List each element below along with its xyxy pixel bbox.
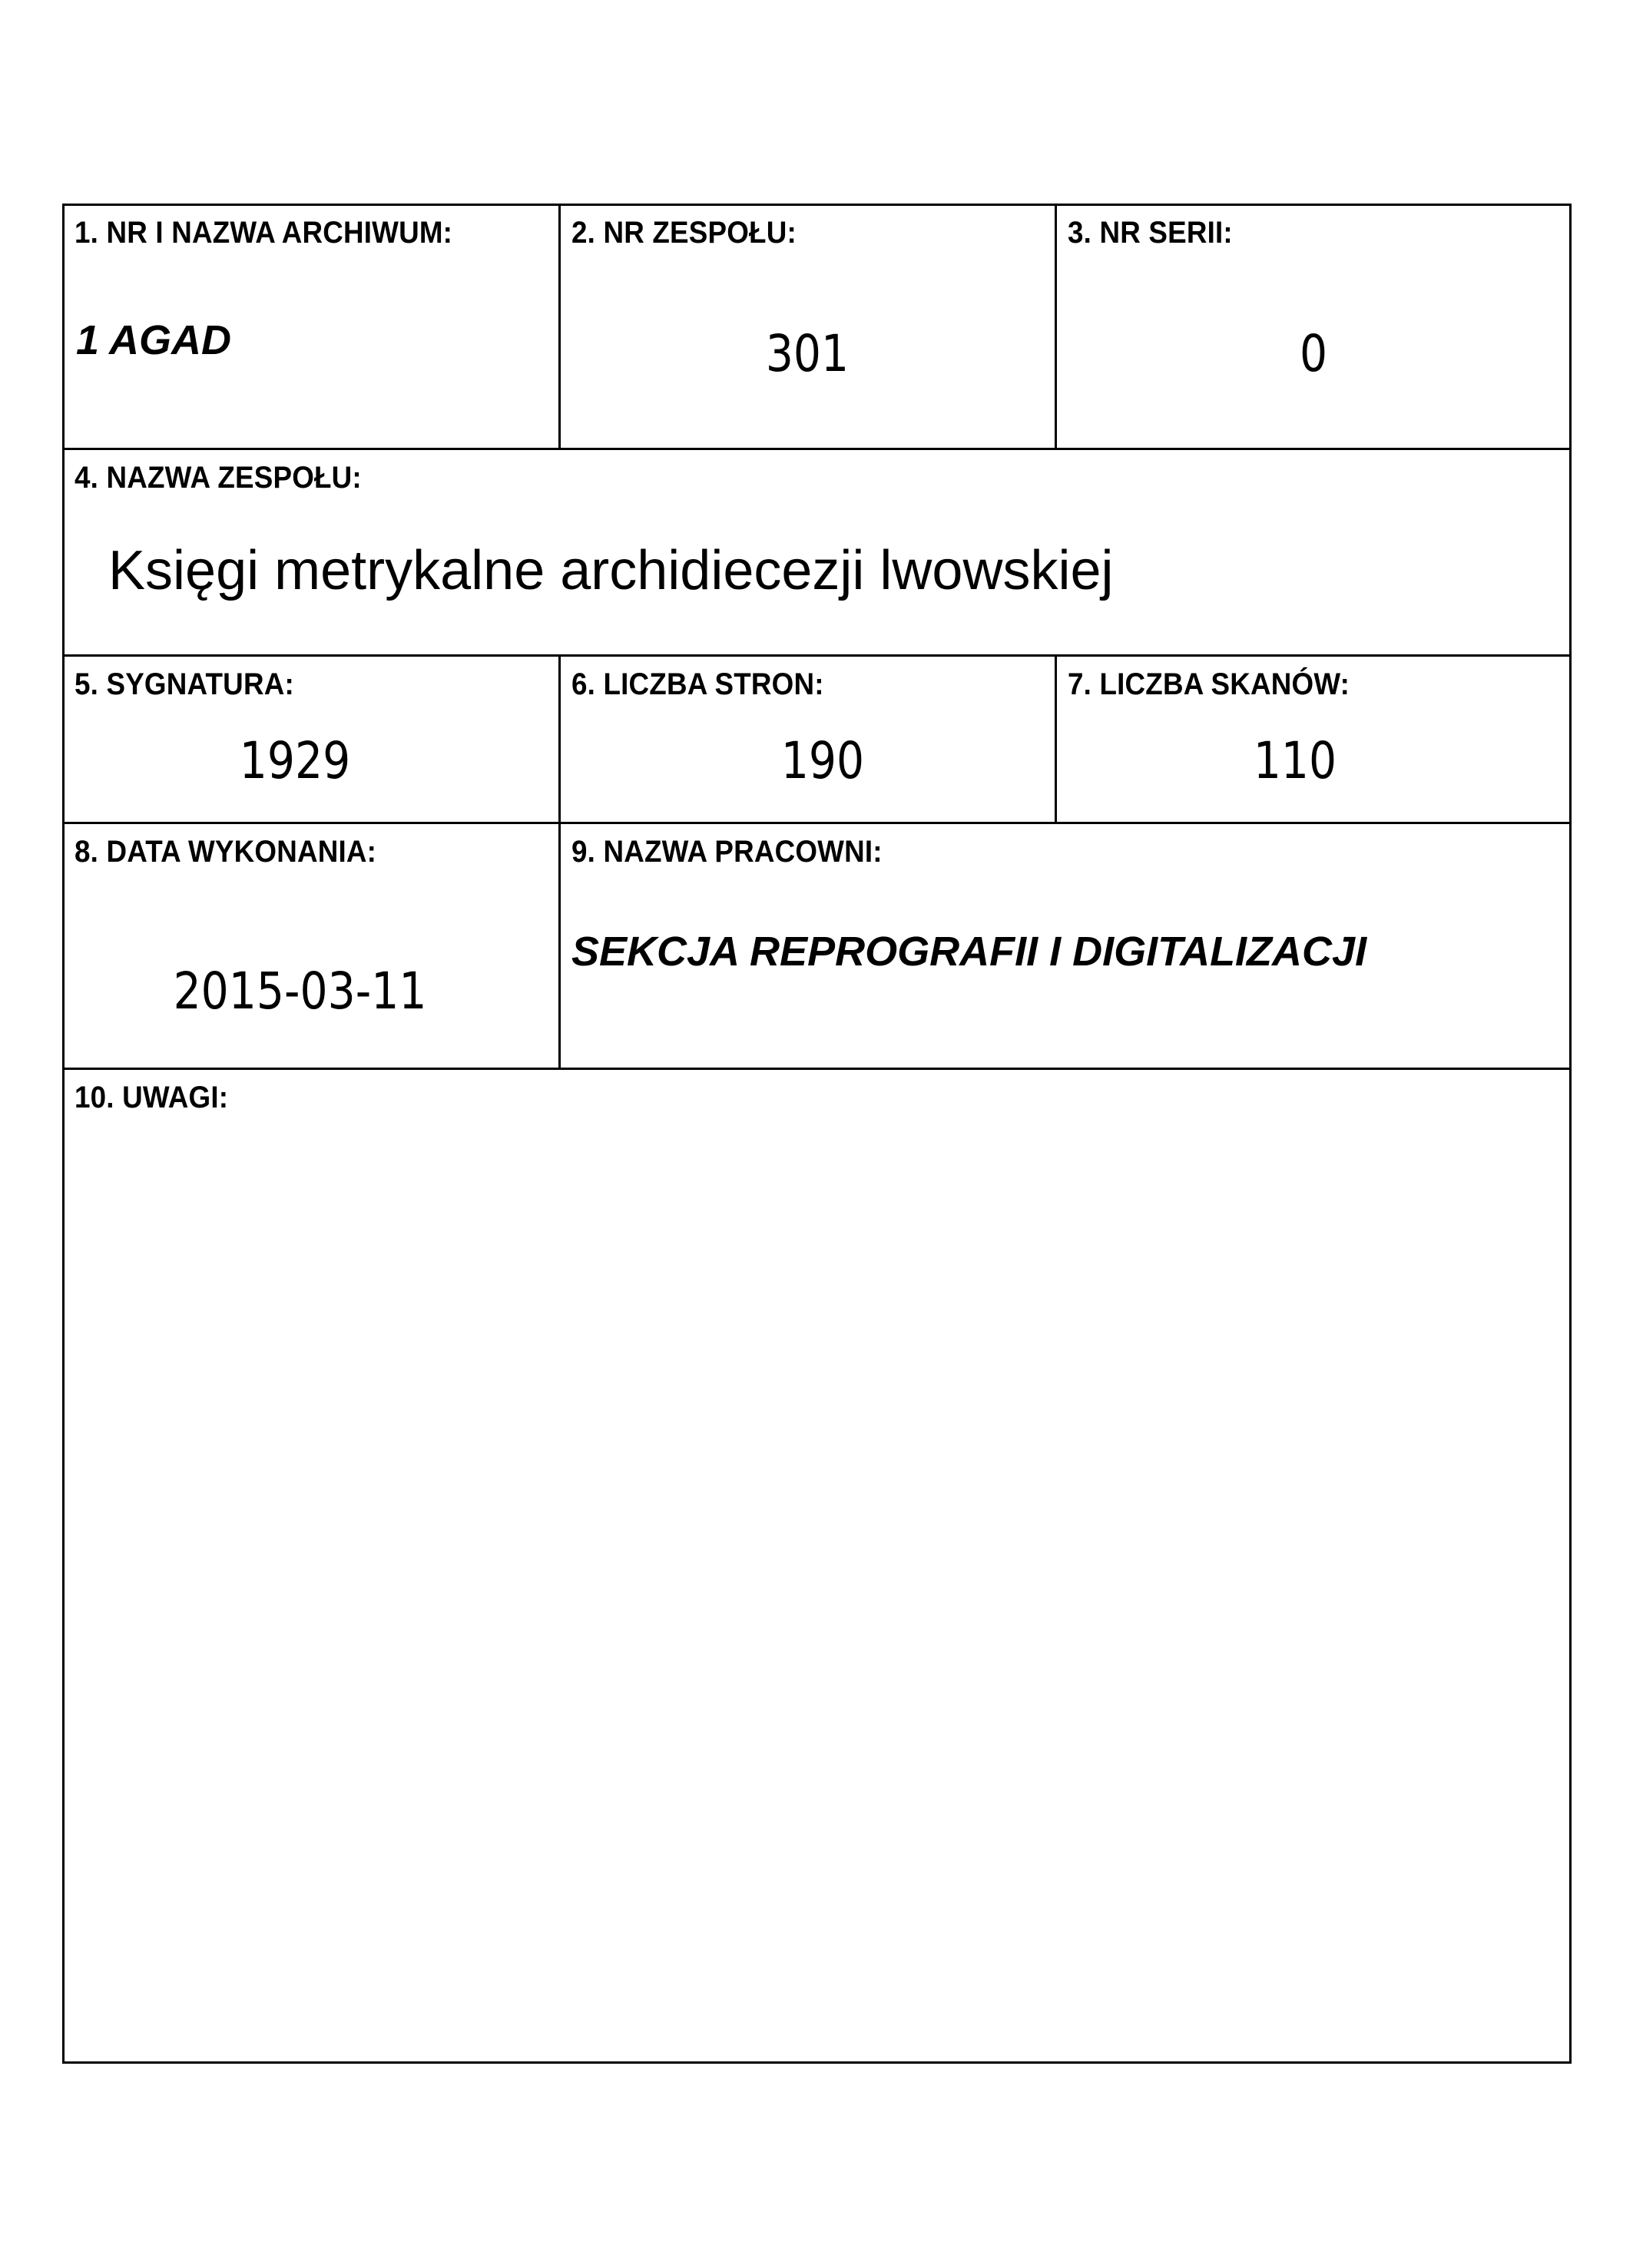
date-value: 2015-03-11 (173, 962, 427, 1021)
cell-workshop (559, 823, 1572, 1068)
fonds-number-value: 301 (765, 324, 850, 383)
cell-signature (62, 655, 559, 823)
cell-fonds-name (62, 449, 1572, 655)
scan-count-value: 110 (1253, 731, 1337, 790)
field-label: 1. NR I NAZWA ARCHIWUM: (75, 216, 453, 250)
cell-series-number (1055, 204, 1572, 449)
page-count-value: 190 (780, 731, 865, 790)
cell-remarks (62, 1068, 1572, 2064)
field-label: 3. NR SERII: (1068, 216, 1233, 250)
field-label: 6. LICZBA STRON: (571, 667, 824, 701)
field-label: 4. NAZWA ZESPOŁU: (75, 461, 362, 495)
field-label: 10. UWAGI: (75, 1081, 229, 1114)
field-label: 8. DATA WYKONANIA: (75, 835, 377, 869)
field-label: 5. SYGNATURA: (75, 667, 294, 701)
field-label: 7. LICZBA SKANÓW: (1068, 667, 1350, 701)
field-label: 9. NAZWA PRACOWNI: (571, 835, 883, 869)
field-label: 2. NR ZESPOŁU: (571, 216, 797, 250)
cell-date (62, 823, 559, 1068)
cell-fonds-number (559, 204, 1055, 449)
fonds-name-value: Księgi metrykalne archidiecezji lwowskiej (108, 540, 1114, 601)
workshop-value: SEKCJA REPROGRAFII I DIGITALIZACJI (571, 929, 1367, 975)
archive-value: 1 AGAD (76, 317, 232, 363)
cell-page-count (559, 655, 1055, 823)
series-number-value: 0 (1299, 324, 1328, 383)
cell-scan-count (1055, 655, 1572, 823)
signature-value: 1929 (239, 731, 351, 790)
cell-archive (62, 204, 559, 449)
